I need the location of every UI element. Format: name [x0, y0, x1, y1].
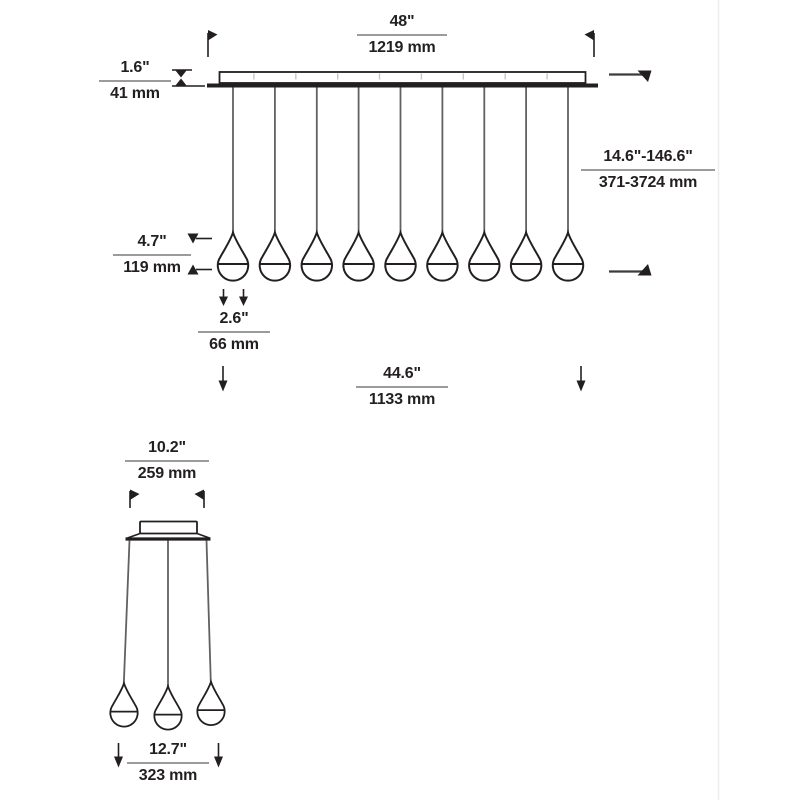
teardrop-pendant: [469, 233, 499, 281]
inch-value: 48": [357, 13, 447, 36]
teardrop-pendant: [511, 233, 541, 281]
dim-suspension-range: [581, 148, 715, 191]
cluster-view: [110, 490, 224, 768]
teardrop-pendant: [154, 686, 181, 729]
teardrop-pendants-cluster: [110, 682, 224, 730]
dim-pendant-spread: [127, 741, 209, 784]
teardrop-pendant: [385, 233, 415, 281]
mm-value: 1133 mm: [368, 390, 436, 408]
suspension-cords: [233, 88, 568, 234]
dim-pendant-width: [198, 310, 270, 353]
inch-value: 12.7": [127, 741, 209, 764]
suspension-cords: [124, 541, 211, 688]
dim-marker-cluster-canopy-width: [130, 490, 204, 509]
dim-linear-canopy-height: [99, 59, 171, 102]
mm-value: 1219 mm: [368, 38, 436, 56]
inch-value: 10.2": [125, 439, 209, 462]
teardrop-pendant: [260, 233, 290, 281]
teardrop-pendant: [553, 233, 583, 281]
dim-pendant-span: [356, 365, 448, 408]
teardrop-pendants-row: [218, 233, 583, 281]
mm-value: 41 mm: [110, 84, 160, 102]
mm-value: 66 mm: [209, 335, 259, 353]
cluster-canopy: [126, 522, 211, 540]
inch-value: 44.6": [356, 365, 448, 388]
teardrop-pendant: [110, 683, 137, 726]
mm-value: 323 mm: [138, 766, 198, 784]
teardrop-pendant: [197, 682, 224, 725]
dim-linear-canopy-width: [357, 13, 447, 56]
mm-value: 119 mm: [123, 258, 181, 276]
dim-cluster-canopy-width: [125, 439, 209, 482]
inch-value: 4.7": [113, 233, 191, 256]
teardrop-pendant: [427, 233, 457, 281]
teardrop-pendant: [302, 233, 332, 281]
teardrop-pendant: [218, 233, 248, 281]
inch-value: 14.6"-146.6": [581, 148, 715, 171]
mm-value: 259 mm: [137, 464, 197, 482]
dim-marker-pendant-width: [219, 289, 248, 306]
dim-pendant-height: [113, 233, 191, 276]
dim-marker-pendant-height: [188, 234, 213, 275]
inch-value: 1.6": [99, 59, 171, 82]
dim-marker-canopy-height: [172, 70, 205, 86]
mm-value: 371-3724 mm: [598, 173, 698, 191]
linear-canopy: [207, 72, 598, 86]
teardrop-pendant: [343, 233, 373, 281]
inch-value: 2.6": [198, 310, 270, 333]
